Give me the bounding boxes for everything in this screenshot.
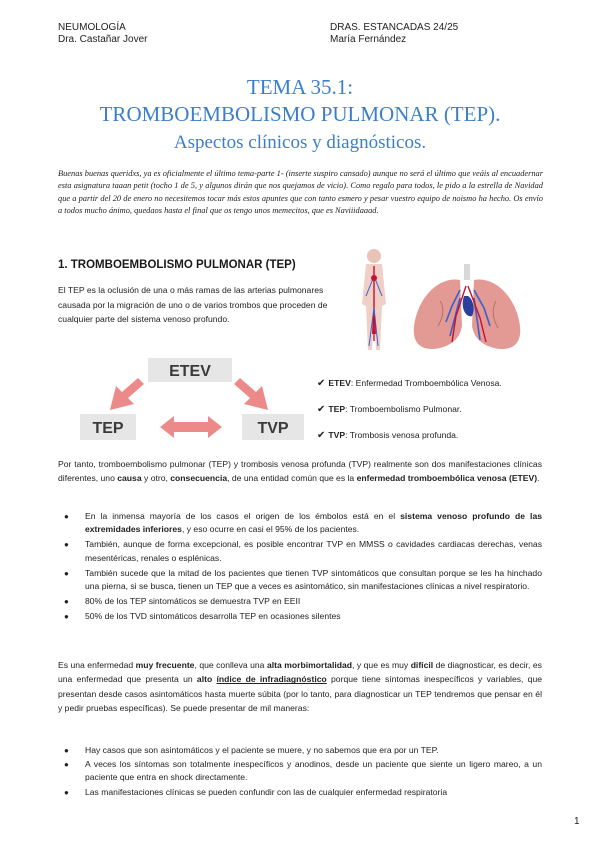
- list-item: ● Hay casos que son asintomáticos y el paciente se muere, y no sabemos que era por un TEP.: [58, 744, 542, 757]
- professor-name: Dra. Castañar Jover: [58, 34, 148, 45]
- header-right: [330, 22, 458, 46]
- legend-etev: ✔ ETEV: Enfermedad Tromboembólica Venosa.: [317, 378, 502, 389]
- bullet-icon: ●: [64, 612, 69, 622]
- legend-tep: ✔ TEP: Tromboembolismo Pulmonar.: [317, 404, 462, 415]
- title-line-2: TROMBOEMBOLISMO PULMONAR (TEP).: [99, 102, 501, 126]
- bullet-icon: ●: [64, 746, 69, 755]
- paragraph-frequency: Es una enfermedad muy frecuente, que conlleva una alta morbimortalidad, y que es muy difícil de diagnosticar, es decir, es una enfermedad que presenta un alto índice de infradiagnóstico porque tiene síntomas inespecíficos y variables, que presentan desde casos asintomáticos hasta muerte súbita (por lo tanto, para diagnosticar un TEP tendremos que pensar en él y pedir pruebas específicas). Se puede presentar de mil maneras:: [58, 660, 543, 714]
- body-figure: [362, 249, 386, 350]
- etev-label: ETEV: [169, 363, 211, 380]
- bullet-icon: ●: [64, 512, 69, 521]
- list-item: ● 50% de los TVD sintomáticos desarrolla TEP en ocasiones silentes: [58, 610, 542, 623]
- title-line-3: Aspectos clínicos y diagnósticos.: [173, 132, 427, 153]
- list-item: ● 80% de los TEP sintomáticos se demuestra TVP en EEII: [58, 595, 542, 608]
- group-name: DRAS. ESTANCADAS 24/25: [330, 22, 459, 33]
- definition-paragraph: El TEP es la oclusión de una o más ramas de las arterias pulmonares causada por la migración de uno o de varios trombos que proceden de cualquier parte del sistema venoso profundo.: [58, 285, 328, 325]
- tvp-label: TVP: [257, 420, 289, 437]
- list-item: ● Las manifestaciones clínicas se pueden confundir con las de cualquier enfermedad respiratoria: [58, 786, 542, 799]
- paragraph-etev: Por tanto, tromboembolismo pulmonar (TEP) y trombosis venosa profunda (TVP) realmente son dos manifestaciones clínicas diferentes, uno causa y otro, consecuencia, de una entidad común que es la enfermedad tromboembólica venosa (ETEV).: [58, 459, 542, 484]
- list-item: ● También sucede que la mitad de los pacientes que tienen TVP sintomáticos que consultan porque se les ha hinchado una pierna, si se busca, tienen un TEP que a veces es asintomático, sin manifestaciones clínicas a nivel respiratorio.: [64, 567, 542, 592]
- bullet-icon: ●: [64, 568, 69, 578]
- arrow-tep-tvp-bidirectional: [160, 416, 222, 438]
- subject-name: NEUMOLOGÍA: [58, 22, 126, 33]
- legend-tvp: ✔ TVP: Trombosis venosa profunda.: [317, 430, 459, 441]
- check-icon: ✔: [317, 430, 326, 441]
- origin-bullet-list: [58, 510, 542, 626]
- anatomy-illustration: [352, 246, 522, 356]
- bullet-icon: ●: [64, 597, 69, 607]
- author-name: María Fernández: [330, 34, 407, 45]
- header-left: [58, 22, 147, 46]
- arrow-etev-to-tep: [110, 378, 144, 410]
- list-item: ● A veces los síntomas son totalmente inespecíficos y anodinos, desde un paciente que siente un ligero mareo, a un paciente que entra en shock directamente.: [64, 759, 542, 783]
- tep-label: TEP: [92, 420, 124, 437]
- bullet-icon: ●: [64, 760, 69, 770]
- page-number: 1: [574, 816, 580, 827]
- title-line-1: TEMA 35.1:: [246, 75, 354, 99]
- list-item: ● También, aunque de forma excepcional, es posible encontrar TVP en MMSS o cavidades cardiacas derechas, venas mesentéricas, renales o esplénicas.: [64, 539, 542, 563]
- check-icon: ✔: [317, 404, 326, 415]
- arrow-etev-to-tvp: [234, 378, 268, 410]
- intro-paragraph: Buenas buenas queridxs, ya es oficialmente el último tema-parte 1- (inserte suspiro cansado) aunque no será el último que veáis al encuadernar esta asignatura taaan petit (tocho 1 de 5, y algunos dirán que nos quejamos de vicio). Como regalo para todos, le pido a la estrella de Navidad que a partir del 20 de enero no necesitemos tocar más estos apuntes que con tanto esmero y pesar vuestro equipo de noismo ha hecho. Os envío a todos mucho ánimo, quedaos hasta el final que os tengo unos memecitos, que es Naviiidaaad.: [58, 169, 543, 215]
- check-icon: ✔: [317, 378, 326, 389]
- bullet-icon: ●: [64, 787, 69, 797]
- presentation-bullet-list: [58, 744, 542, 800]
- section-title: 1. TROMBOEMBOLISMO PULMONAR (TEP): [58, 259, 296, 271]
- etev-diagram: [80, 356, 305, 446]
- lungs-figure: [414, 264, 521, 349]
- list-item: ● En la inmensa mayoría de los casos el origen de los émbolos está en el sistema venoso profundo de las extremidades inferiores, y eso ocurre en casi el 95% de los pacientes.: [64, 511, 542, 535]
- bullet-icon: ●: [64, 540, 69, 550]
